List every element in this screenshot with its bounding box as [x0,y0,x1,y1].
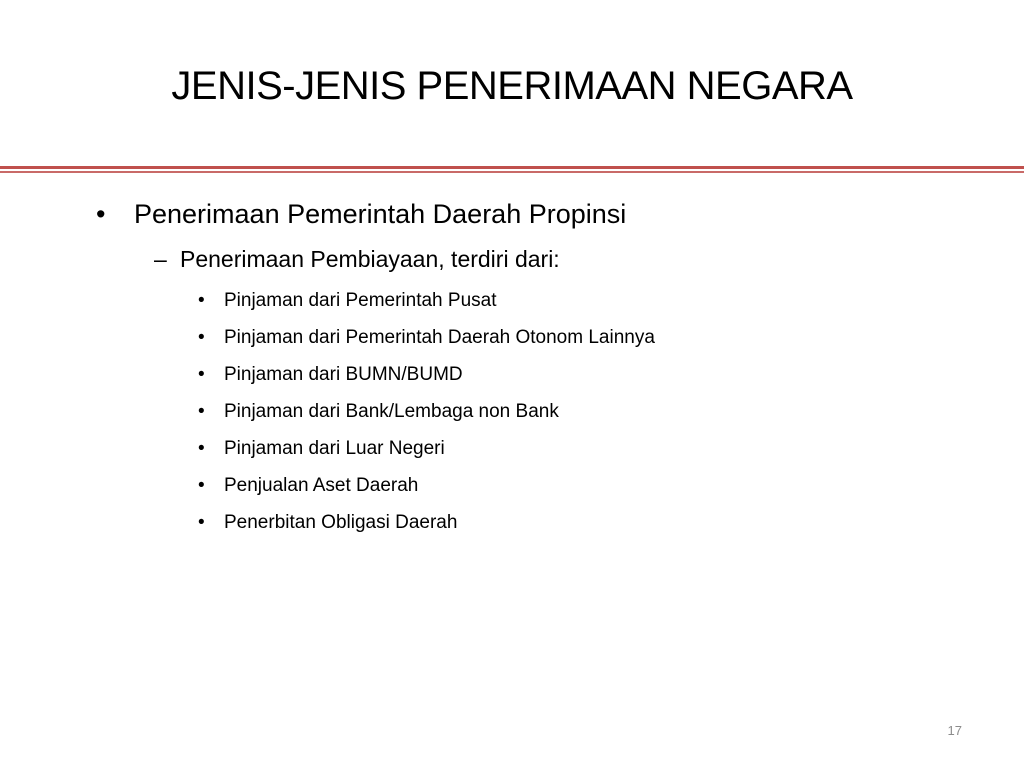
list-item-text: Penerbitan Obligasi Daerah [224,512,458,533]
list-item-text: Pinjaman dari Bank/Lembaga non Bank [224,401,559,422]
list-item [198,356,655,393]
page-number: 17 [947,723,962,738]
list-item-text: Pinjaman dari BUMN/BUMD [224,364,463,385]
bullet-dot-icon: • [198,401,205,422]
list-item-text: Pinjaman dari Luar Negeri [224,438,445,459]
list-item [198,430,655,467]
slide-title: JENIS-JENIS PENERIMAAN NEGARA [171,64,853,108]
list-item [198,319,655,356]
bullet-dot-icon: • [198,438,205,459]
list-item-text: Pinjaman dari Pemerintah Daerah Otonom Lainnya [224,327,655,348]
bullet-dot-icon: • [198,512,205,533]
list-item [198,393,655,430]
bullet-level3-list [198,282,655,541]
bullet-dot-icon: • [198,290,205,311]
bullet-dot-icon: • [198,475,205,496]
bullet-level2 [154,243,560,275]
list-item [198,282,655,319]
bullet-level1 [96,195,626,233]
bullet-dot-icon: • [198,364,205,385]
bullet-dash-icon: – [154,246,167,272]
list-item-text: Penjualan Aset Daerah [224,475,419,496]
bullet-dot-icon: • [198,327,205,348]
list-item [198,504,655,541]
list-item [198,467,655,504]
bullet-level1-text: Penerimaan Pemerintah Daerah Propinsi [134,199,627,229]
bullet-dot-icon: • [96,199,106,229]
list-item-text: Pinjaman dari Pemerintah Pusat [224,290,497,311]
bullet-level2-text: Penerimaan Pembiayaan, terdiri dari: [180,246,560,272]
